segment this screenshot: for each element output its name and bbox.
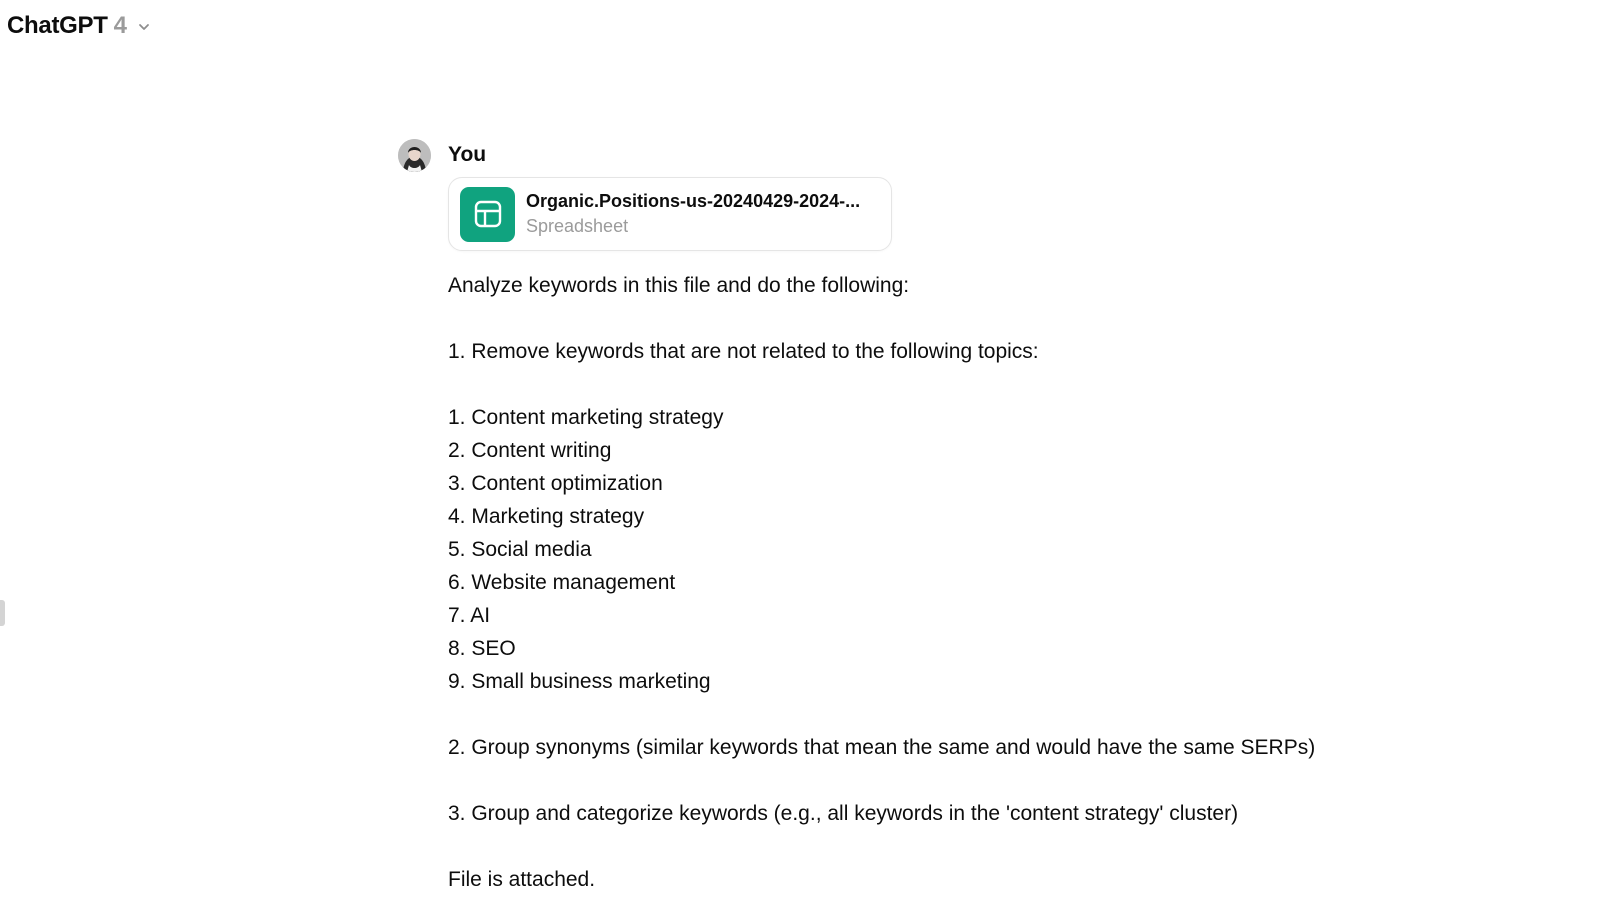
list-item: 5. Social media [448,538,592,561]
model-name: ChatGPT [7,12,108,39]
file-name: Organic.Positions-us-20240429-2024-... [526,191,861,211]
message-body [448,269,1368,924]
list-item: 4. Marketing strategy [448,505,645,528]
step-1-text: 1. Remove keywords that are not related to the following topics: [448,340,1039,363]
spreadsheet-icon [460,187,515,242]
intro-text: Analyze keywords in this file and do the following: [448,274,910,297]
list-item: 2. Content writing [448,439,612,462]
user-avatar-icon [398,139,431,172]
avatar [398,139,431,172]
closing-text: File is attached. [448,868,596,891]
file-meta [526,191,860,237]
list-item: 1. Content marketing strategy [448,406,724,429]
list-item: 3. Content optimization [448,472,663,495]
file-type: Spreadsheet [526,216,629,236]
model-selector[interactable] [7,12,151,40]
model-version: 4 [113,12,127,39]
sidebar-toggle-handle[interactable] [0,600,5,626]
file-attachment[interactable] [448,177,892,251]
topic-list [448,401,1368,698]
step-2-text: 2. Group synonyms (similar keywords that mean the same and would have the same SERPs) [448,736,1316,759]
message-author: You [448,143,487,166]
chevron-down-icon [137,20,151,34]
list-item: 7. AI [448,604,491,627]
step-3-text: 3. Group and categorize keywords (e.g., all keywords in the 'content strategy' cluster) [448,802,1239,825]
list-item: 8. SEO [448,637,516,660]
list-item: 9. Small business marketing [448,670,711,693]
list-item: 6. Website management [448,571,676,594]
